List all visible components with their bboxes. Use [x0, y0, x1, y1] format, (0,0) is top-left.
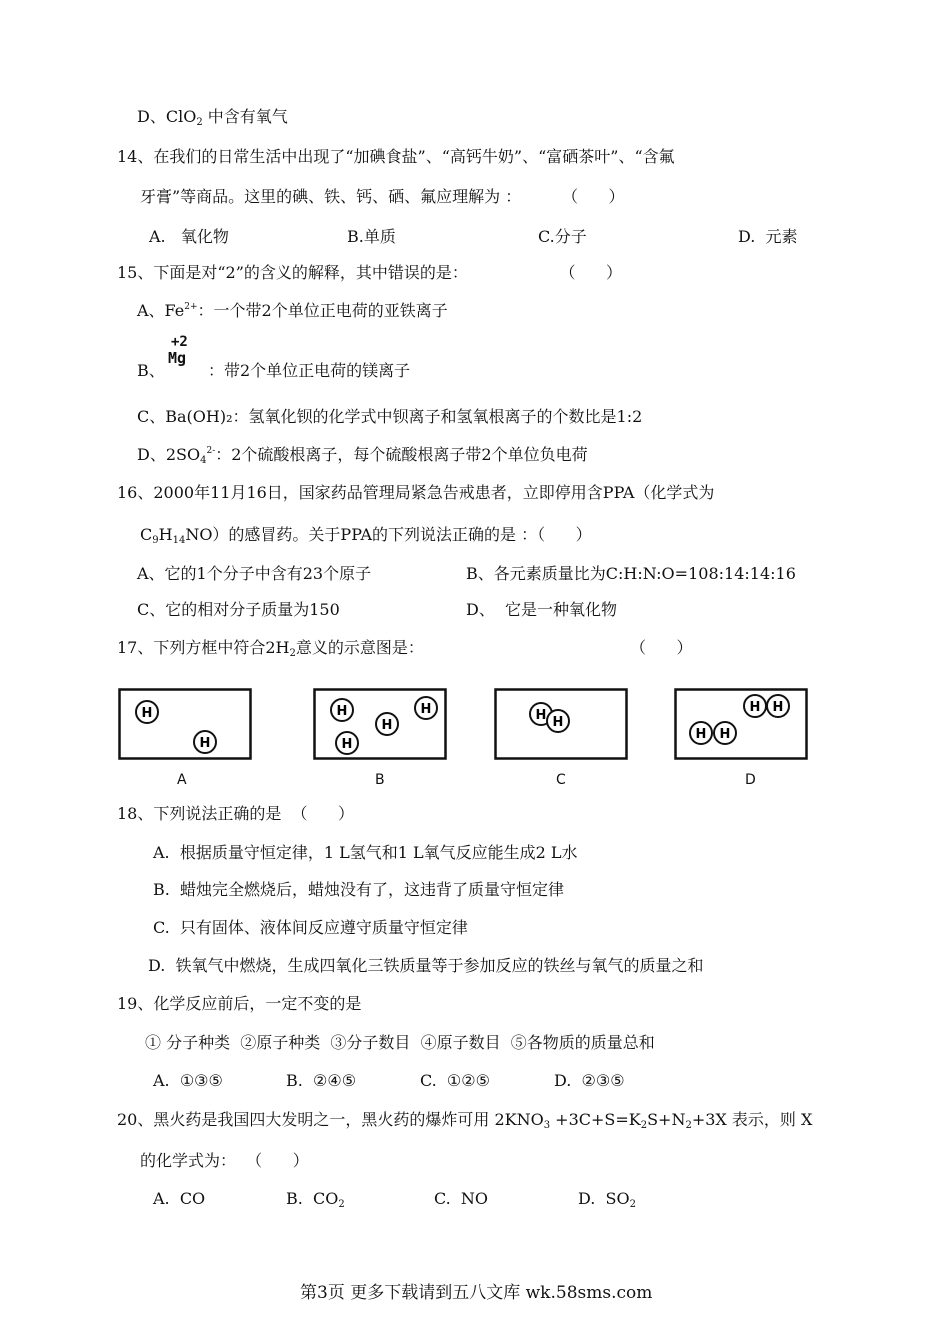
- q20-option-a: A. CO: [153, 1189, 206, 1208]
- atom-h: [136, 701, 216, 753]
- q17-stem: 17、下列方框中符合$2H_2$意义的示意图是：: [117, 638, 424, 659]
- q20-stem-line2: 的化学式为： （ ）: [140, 1151, 309, 1170]
- q16-option-c: C、它的相对分子质量为150: [137, 600, 340, 619]
- q15-option-b-label: B、: [137, 361, 165, 380]
- q15-option-d: D、$2SO_4^{2-}$：2个硫酸根离子，每个硫酸根离子带2个单位负电荷: [137, 445, 588, 466]
- q19-option-d: D. ②③⑤: [554, 1071, 625, 1090]
- hydrogen-atom-label: H: [749, 700, 761, 715]
- q19-items: ① 分子种类 ②原子种类 ③分子数目 ④原子数目 ⑤各物质的质量总和: [145, 1033, 655, 1052]
- q20-option-c: C. NO: [434, 1189, 489, 1208]
- hydrogen-atom-label: H: [336, 704, 348, 719]
- q19-option-c: C. ①②⑤: [420, 1071, 490, 1090]
- q15-stem: 15、下面是对“2”的含义的解释，其中错误的是： （ ）: [117, 263, 622, 282]
- q16-stem-line1: 16、2000年11月16日，国家药品管理局紧急告戒患者，立即停用含PPA（化学式为: [117, 483, 715, 502]
- q16-option-a: A、它的1个分子中含有23个原子: [137, 564, 372, 583]
- hydrogen-atom-label: H: [199, 736, 211, 751]
- q13-option-d: D、ClO$_2$ 中含有氧气: [137, 107, 288, 128]
- q14-option-b: B.单质: [347, 227, 396, 246]
- hydrogen-atom-label: H: [141, 706, 153, 721]
- q20-stem-line1: 20、黑火药是我国四大发明之一，黑火药的爆炸可用 $2KNO_3 +3C+S=K_2S+N_2+3X$ 表示，则 X: [117, 1110, 813, 1131]
- q16-option-d: D、 它是一种氧化物: [466, 600, 618, 619]
- q18-option-c: C. 只有固体、液体间反应遵守质量守恒定律: [153, 918, 468, 937]
- hydrogen-atom-label: H: [552, 715, 564, 730]
- q14-option-a: A. 氧化物: [149, 227, 229, 246]
- q17-label-d: D: [745, 772, 756, 788]
- hydrogen-atom-label: H: [341, 737, 353, 752]
- q19-stem: 19、化学反应前后，一定不变的是: [117, 994, 362, 1013]
- mg-valence-image: [164, 336, 204, 376]
- q18-option-a: A. 根据质量守恒定律，1 L氢气和1 L氧气反应能生成2 L水: [153, 843, 578, 862]
- q16-option-b: B、各元素质量比为C:H:N:O=108:14:14:16: [466, 564, 796, 583]
- q18-option-d: D. 铁氧气中燃烧，生成四氧化三铁质量等于参加反应的铁丝与氧气的质量之和: [148, 956, 704, 975]
- q17-figure-a: [118, 688, 252, 762]
- q17-figure-b: [313, 688, 447, 762]
- q17-figure-d: [674, 688, 808, 762]
- hydrogen-atom-label: H: [695, 727, 707, 742]
- q18-stem: 18、下列说法正确的是 （ ）: [117, 804, 355, 823]
- q19-option-a: A. ①③⑤: [153, 1071, 223, 1090]
- q20-option-b: B. $CO_2$: [286, 1189, 345, 1210]
- q17-label-a: A: [177, 772, 187, 788]
- q17-figure-c: [494, 688, 628, 762]
- q17-label-c: C: [556, 772, 566, 788]
- mg-symbol: Mg: [168, 349, 187, 367]
- q20-option-d: D. $SO_2$: [578, 1189, 636, 1210]
- q14-stem-line1: 14、在我们的日常生活中出现了“加碘食盐”、“高钙牛奶”、“富硒茶叶”、“含氟: [117, 147, 675, 166]
- q14-option-c: C.分子: [538, 227, 587, 246]
- q15-option-b-text: ：带2个单位正电荷的镁离子: [208, 361, 411, 380]
- hydrogen-atom-label: H: [420, 702, 432, 717]
- q17-label-b: B: [375, 772, 385, 788]
- mg-valence-top: +2: [171, 334, 188, 350]
- q15-option-c: C、Ba(OH)₂：氢氧化钡的化学式中钡离子和氢氧根离子的个数比是1:2: [137, 407, 643, 426]
- q14-stem-line2: 牙膏”等商品。这里的碘、铁、钙、硒、氟应理解为 ： （ ）: [140, 187, 625, 206]
- q14-option-d: D. 元素: [738, 227, 798, 246]
- hydrogen-atom-label: H: [381, 718, 393, 733]
- q18-option-b: B. 蜡烛完全燃烧后，蜡烛没有了，这违背了质量守恒定律: [153, 880, 565, 899]
- hydrogen-atom-label: H: [719, 727, 731, 742]
- hydrogen-atom-label: H: [772, 700, 784, 715]
- q15-option-a: A、$Fe^{2+}$：一个带2个单位正电荷的亚铁离子: [137, 301, 448, 320]
- page-footer: 第3页 更多下载请到五八文库 wk.58sms.com: [300, 1283, 653, 1303]
- q17-answer-paren: （ ）: [630, 638, 693, 657]
- hydrogen-atom-label: H: [535, 708, 547, 723]
- q19-option-b: B. ②④⑤: [286, 1071, 357, 1090]
- q16-stem-line2: $C_9H_{14}NO$）的感冒药。关于PPA的下列说法正确的是 ：（ ）: [140, 525, 592, 546]
